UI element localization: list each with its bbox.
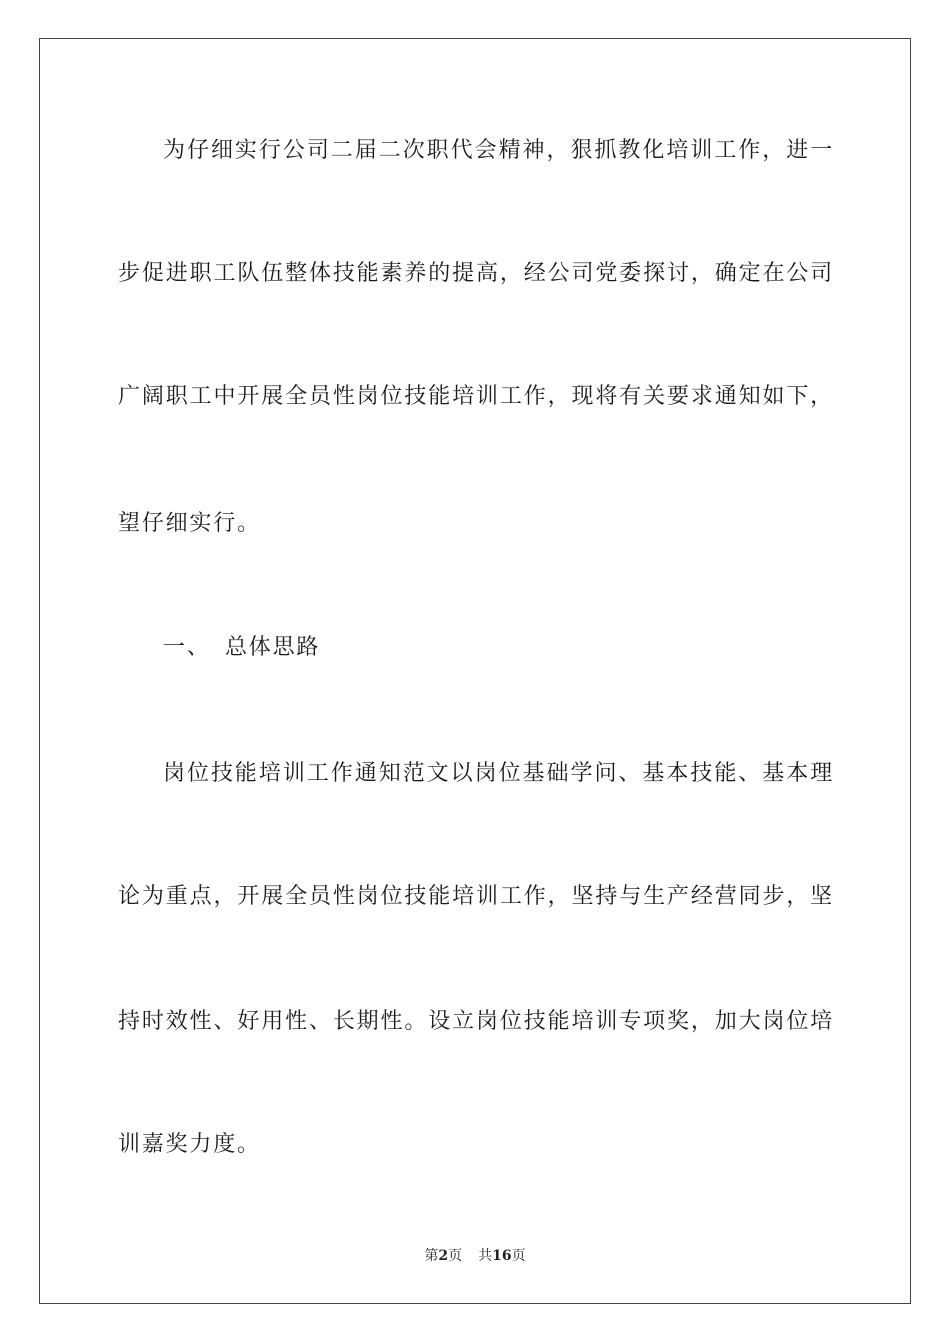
paragraph-1-line-1: 为仔细实行公司二届二次职代会精神，狠抓教化培训工作，进一 — [163, 138, 834, 163]
footer-total-prefix: 共 — [478, 1248, 493, 1264]
footer-page-number: 2 — [438, 1248, 449, 1264]
paragraph-2-line-2: 论为重点，开展全员性岗位技能培训工作，坚持与生产经营同步，坚 — [118, 884, 834, 909]
paragraph-1-line-4: 望仔细实行。 — [118, 511, 261, 536]
footer-total-suffix: 页 — [511, 1248, 526, 1264]
paragraph-1-line-2: 步促进职工队伍整体技能素养的提高，经公司党委探讨，确定在公司 — [118, 261, 834, 286]
page-footer — [0, 1246, 950, 1266]
paragraph-2-line-1: 岗位技能培训工作通知范文以岗位基础学问、基本技能、基本理 — [163, 761, 834, 786]
section-heading-text: 总体思路 — [225, 635, 321, 660]
paragraph-2-line-4: 训嘉奖力度。 — [118, 1132, 261, 1157]
page-border — [39, 38, 911, 1304]
footer-page-prefix: 第 — [424, 1248, 439, 1264]
footer-total-number: 16 — [492, 1248, 512, 1264]
section-heading — [163, 633, 320, 663]
section-heading-number: 一、 — [163, 635, 211, 660]
footer-page-suffix: 页 — [448, 1248, 463, 1264]
paragraph-2-line-3: 持时效性、好用性、长期性。设立岗位技能培训专项奖，加大岗位培 — [118, 1009, 834, 1034]
paragraph-1-line-3: 广阔职工中开展全员性岗位技能培训工作，现将有关要求通知如下， — [118, 384, 834, 409]
